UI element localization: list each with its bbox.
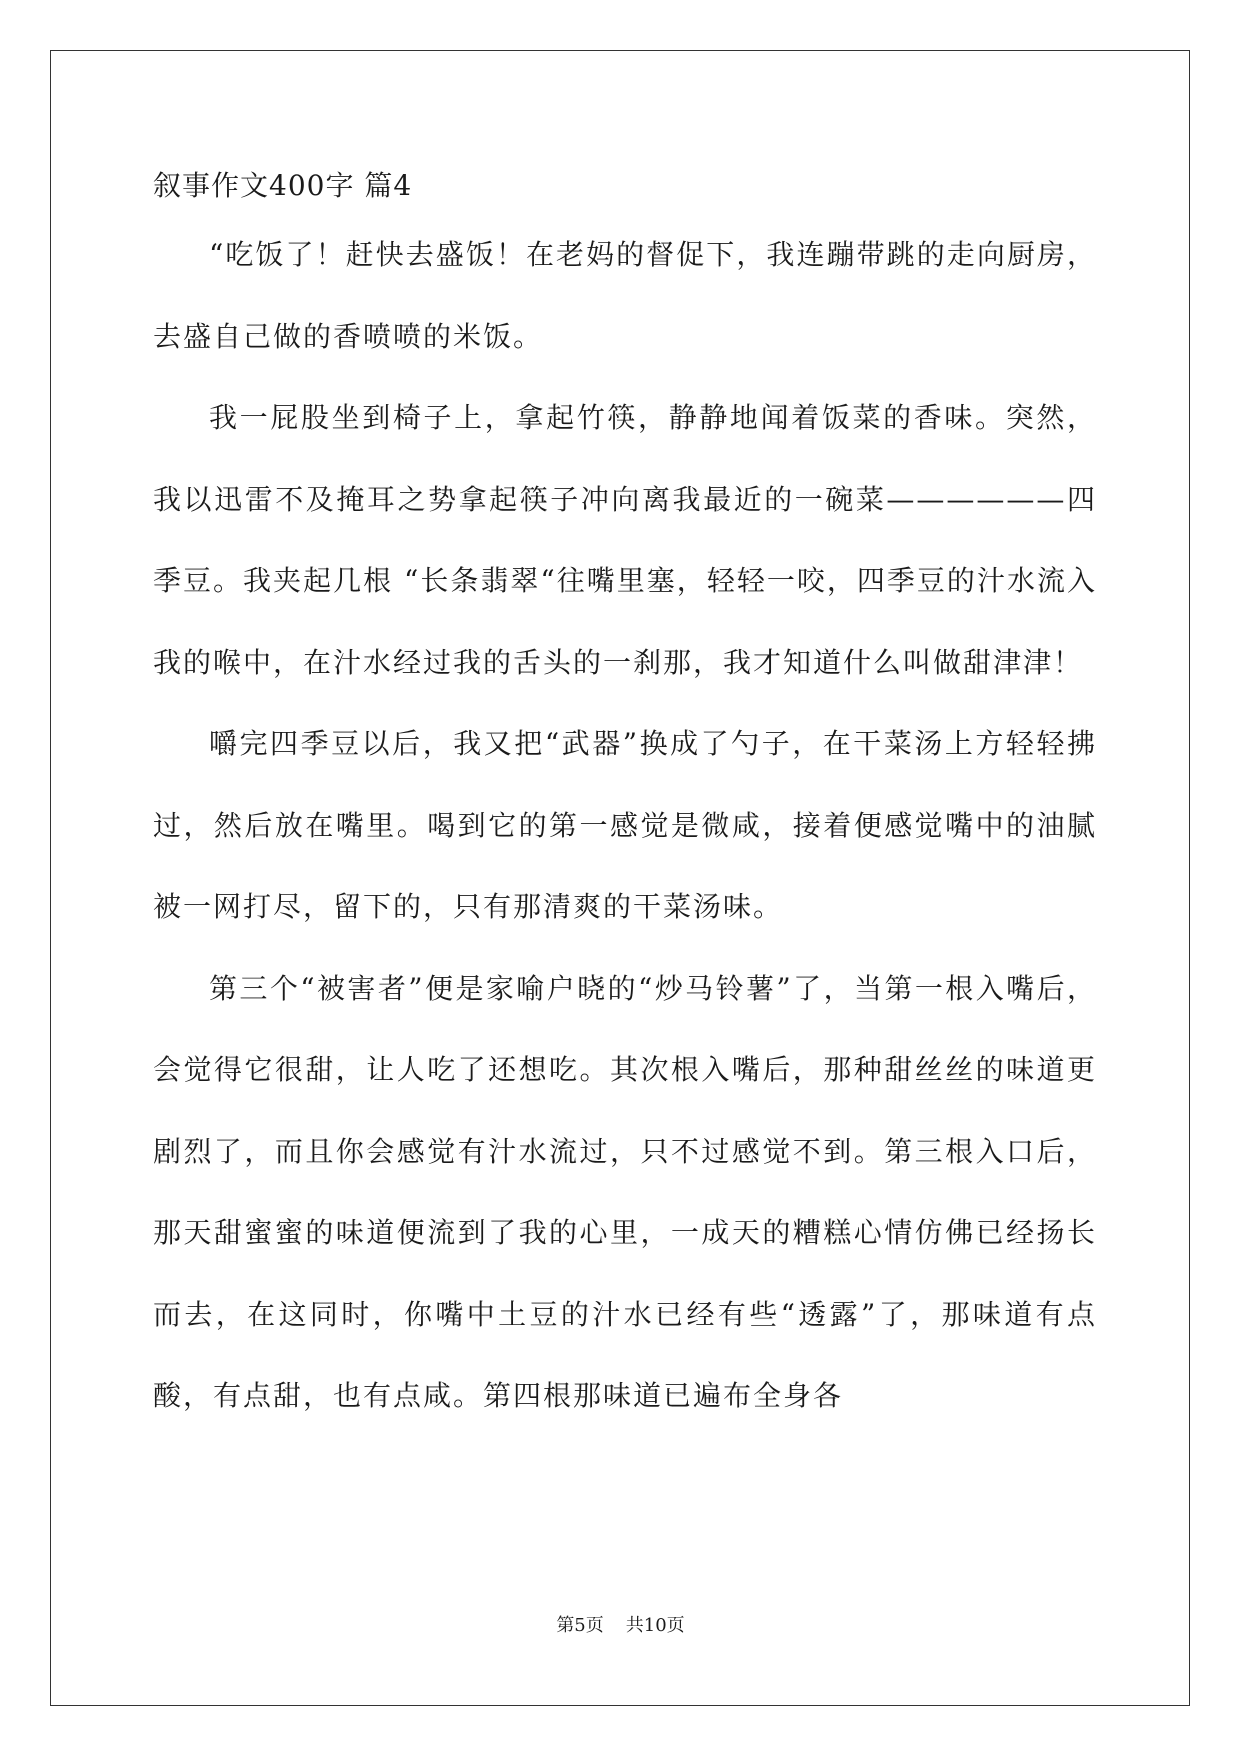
document-body xyxy=(153,166,1097,1437)
paragraph-2: 我一屁股坐到椅子上，拿起竹筷，静静地闻着饭菜的香味。突然，我以迅雷不及掩耳之势拿起筷子冲向离我最近的一碗菜——————四季豆。我夹起几根 “长条翡翠“往嘴里塞，轻轻一咬，四季豆的汁水流入我的喉中，在汁水经过我的舌头的一刹那，我才知道什么叫做甜津津！ xyxy=(153,401,1097,679)
page-footer xyxy=(0,1614,1241,1638)
paragraph-3: 嚼完四季豆以后，我又把“武器”换成了勺子，在干菜汤上方轻轻拂过，然后放在嘴里。喝到它的第一感觉是微咸，接着便感觉嘴中的油腻被一网打尽，留下的，只有那清爽的干菜汤味。 xyxy=(153,727,1097,923)
page-number-total: 共10页 xyxy=(625,1615,685,1636)
paragraph-4: 第三个“被害者”便是家喻户晓的“炒马铃薯”了，当第一根入嘴后，会觉得它很甜，让人吃了还想吃。其次根入嘴后，那种甜丝丝的味道更剧烈了，而且你会感觉有汁水流过，只不过感觉不到。第三根入口后，那天甜蜜蜜的味道便流到了我的心里，一成天的糟糕心情仿佛已经扬长而去，在这同时，你嘴中土豆的汁水已经有些“透露”了，那味道有点酸，有点甜，也有点咸。第四根那味道已遍布全身各 xyxy=(153,971,1097,1412)
page-number-current: 第5页 xyxy=(556,1615,604,1636)
paragraph-1: “吃饭了！赶快去盛饭！在老妈的督促下，我连蹦带跳的走向厨房，去盛自己做的香喷喷的米饭。 xyxy=(153,238,1097,353)
document-heading: 叙事作文400字 篇4 xyxy=(153,169,413,202)
